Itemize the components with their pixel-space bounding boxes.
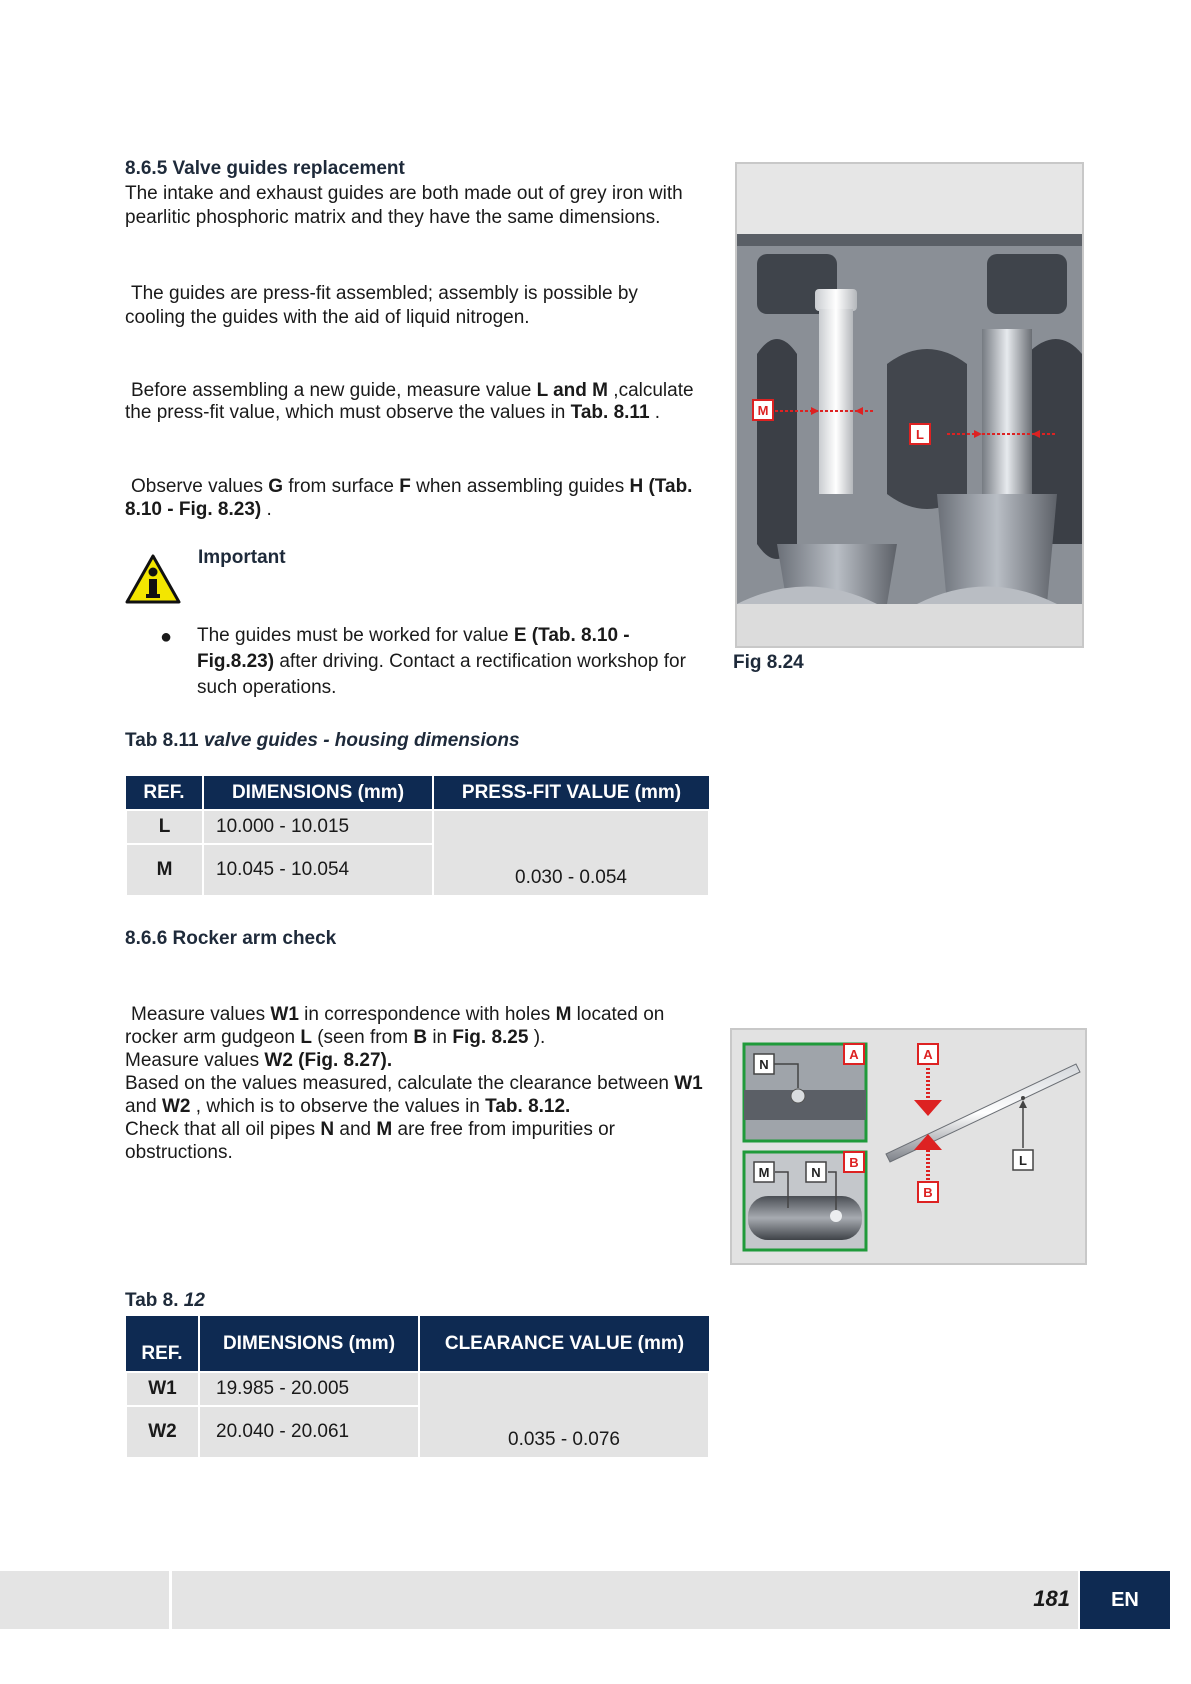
bullet-item-worked-value: The guides must be worked for value E (Tab. 8.10 - Fig.8.23) after driving. Contact a rectification workshop for such operations. [197, 625, 686, 698]
line-clearance: Based on the values measured, calculate the clearance between W1 and W2 , which is to observe the values in Tab. 8.12. [125, 1073, 703, 1117]
col-header-ref: REF. [126, 776, 203, 810]
cell-ref: L [126, 810, 203, 844]
important-label: Important [198, 547, 286, 568]
col-header-press-fit: PRESS-FIT VALUE (mm) [433, 776, 709, 810]
fig825-label-a-inset: A [849, 1047, 859, 1062]
cell-dimensions: 10.000 - 10.015 [203, 810, 433, 844]
paragraph-measure-lm: Before assembling a new guide, measure value L and M ,calculate the press-fit value, which must observe the values in Tab. 8.11 . [125, 380, 694, 423]
paragraph-guides-material: The intake and exhaust guides are both made out of grey iron with pearlitic phosphoric matrix and they have the same dimensions. [125, 183, 683, 228]
cell-press-fit-value: 0.030 - 0.054 [433, 810, 709, 896]
figure-caption-8-24: Fig 8.24 [733, 652, 804, 673]
col-header-dimensions: DIMENSIONS (mm) [203, 776, 433, 810]
footer-bar [172, 1571, 1078, 1629]
section-title: 8.6.5 Valve guides replacement [125, 158, 405, 179]
table-caption-8-12: Tab 8. 12 [125, 1290, 205, 1311]
cell-clearance-value: 0.035 - 0.076 [419, 1372, 709, 1458]
fig825-label-n-bottom: N [811, 1165, 821, 1180]
bullet-dot: ● [160, 626, 173, 648]
footer-bar-left [0, 1571, 169, 1629]
figure-8-24 [735, 162, 1084, 648]
paragraph-rocker-arm-check [125, 1003, 705, 1164]
warning-icon [124, 553, 182, 605]
col-header-ref: REF. [126, 1316, 199, 1372]
fig825-label-b: B [923, 1185, 933, 1200]
fig825-label-b-inset: B [849, 1155, 859, 1170]
col-header-dimensions: DIMENSIONS (mm) [199, 1316, 419, 1372]
table-8-12 [125, 1316, 710, 1459]
paragraph-press-fit: The guides are press-fit assembled; assembly is possible by cooling the guides with the aid of liquid nitrogen. [125, 283, 638, 328]
table-header-row [126, 1316, 709, 1372]
col-header-clearance: CLEARANCE VALUE (mm) [419, 1316, 709, 1372]
table-caption-8-11: Tab 8.11 valve guides - housing dimensions [125, 730, 520, 751]
cell-dimensions: 20.040 - 20.061 [199, 1406, 419, 1458]
language-badge: EN [1080, 1571, 1170, 1629]
cell-ref: M [126, 844, 203, 896]
line-measure-w2: Measure values W2 (Fig. 8.27). [125, 1050, 393, 1071]
cell-dimensions: 10.045 - 10.054 [203, 844, 433, 896]
fig825-label-a: A [923, 1047, 933, 1062]
cylinder-head-illustration [737, 164, 1082, 646]
figure-rocker-arm [730, 1028, 1087, 1265]
section-title: 8.6.6 Rocker arm check [125, 928, 337, 949]
table-8-11 [125, 776, 710, 897]
rocker-arm-illustration [732, 1030, 1085, 1263]
cell-dimensions: 19.985 - 20.005 [199, 1372, 419, 1406]
table-header-row [126, 776, 709, 810]
fig825-label-n-top: N [759, 1057, 769, 1072]
fig825-label-l: L [1019, 1153, 1027, 1168]
paragraph-observe-g: Observe values G from surface F when assembling guides H (Tab. 8.10 - Fig. 8.23) . [125, 476, 693, 520]
fig825-label-m: M [758, 1165, 770, 1180]
page-number: 181 [1033, 1586, 1070, 1611]
table-row [126, 810, 709, 844]
line-oil-pipes: Check that all oil pipes N and M are free from impurities or obstructions. [125, 1119, 616, 1163]
fig824-label-m: M [757, 403, 769, 418]
fig824-label-l: L [916, 427, 924, 442]
table-row [126, 1372, 709, 1406]
cell-ref: W2 [126, 1406, 199, 1458]
line-measure-w1: Measure values W1 in correspondence with holes M located on rocker arm gudgeon L (seen from B in Fig. 8.25 ). [125, 1004, 665, 1048]
cell-ref: W1 [126, 1372, 199, 1406]
